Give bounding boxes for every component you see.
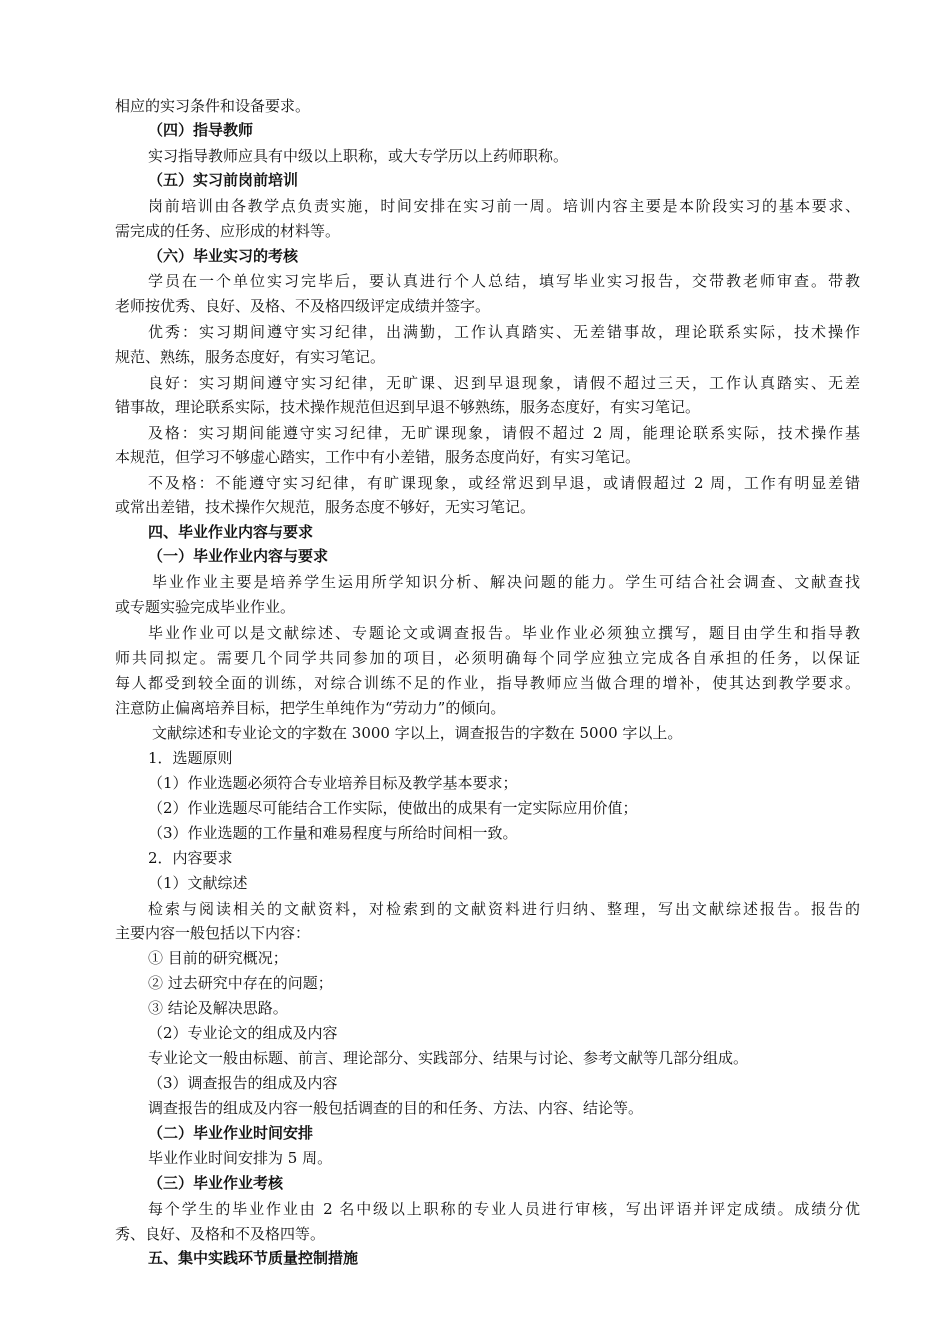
section-heading: （四）指导教师 [148,121,254,139]
paragraph-line: 需完成的任务、应形成的材料等。 [115,222,341,240]
paragraph-line: 实习指导教师应具有中级以上职称，或大专学历以上药师职称。 [148,147,569,165]
paragraph-line: 错事故，理论联系实际，技术操作规范但迟到早退不够熟练，服务态度好，有实习笔记。 [115,398,701,416]
paragraph-line: 秀、良好、及格和不及格四等。 [115,1225,326,1243]
paragraph-line: 老师按优秀、良好、及格、不及格四级评定成绩并签字。 [115,297,491,315]
paragraph-line: 不及格：不能遵守实习纪律，有旷课现象，或经常迟到早退，或请假超过 2 周，工作有明显差错 [148,474,860,492]
paragraph-line: （2）作业选题尽可能结合工作实际，使做出的成果有一定实际应用价值； [148,799,638,817]
paragraph-line: ② 过去研究中存在的问题； [148,974,333,992]
paragraph-line: 本规范，但学习不够虚心踏实，工作中有小差错，服务态度尚好，有实习笔记。 [115,448,641,466]
paragraph-line: 毕业作业时间安排为 5 周。 [148,1149,333,1167]
paragraph-line: （3）作业选题的工作量和难易程度与所给时间相一致。 [148,824,518,842]
paragraph-line: 调查报告的组成及内容一般包括调查的目的和任务、方法、内容、结论等。 [148,1099,644,1117]
paragraph-line: （2）专业论文的组成及内容 [148,1024,338,1042]
paragraph-line: 或专题实验完成毕业作业。 [115,598,296,616]
section-heading: （一）毕业作业内容与要求 [148,547,329,565]
paragraph-line: 学员在一个单位实习完毕后，要认真进行个人总结，填写毕业实习报告，交带教老师审查。带教 [148,272,860,290]
paragraph-line: 师共同拟定。需要几个同学共同参加的项目，必须明确每个同学应独立完成各自承担的任务，以保证 [115,649,860,667]
paragraph-line: 1．选题原则 [148,749,233,767]
paragraph-line: 岗前培训由各教学点负责实施，时间安排在实习前一周。培训内容主要是本阶段实习的基本要求、 [148,197,860,215]
paragraph-line: ① 目前的研究概况； [148,949,288,967]
paragraph-line: 良好：实习期间遵守实习纪律，无旷课、迟到早退现象，请假不超过三天，工作认真踏实、无差 [148,374,860,392]
section-heading: 五、集中实践环节质量控制措施 [148,1249,359,1267]
paragraph-line: 每人都受到较全面的训练，对综合训练不足的作业，指导教师应当做合理的增补，使其达到教学要求。 [115,674,860,692]
paragraph-line: 规范、熟练，服务态度好，有实习笔记。 [115,348,386,366]
paragraph-line: 专业论文一般由标题、前言、理论部分、实践部分、结果与讨论、参考文献等几部分组成。 [148,1049,749,1067]
section-heading: （六）毕业实习的考核 [148,247,299,265]
paragraph-line: （1）文献综述 [148,874,248,892]
paragraph-line: 文献综述和专业论文的字数在 3000 字以上，调查报告的字数在 5000 字以上。 [152,724,683,742]
paragraph-line: ③ 结论及解决思路。 [148,999,288,1017]
paragraph-line: 优秀：实习期间遵守实习纪律，出满勤，工作认真踏实、无差错事故，理论联系实际，技术操作 [148,323,860,341]
paragraph-line: （1）作业选题必须符合专业培养目标及教学基本要求； [148,774,518,792]
paragraph-line: 及格：实习期间能遵守实习纪律，无旷课现象，请假不超过 2 周，能理论联系实际，技术操作基 [148,424,860,442]
paragraph-line: 毕业作业可以是文献综述、专题论文或调查报告。毕业作业必须独立撰写，题目由学生和指导教 [148,624,860,642]
paragraph-line: 注意防止偏离培养目标，把学生单纯作为“劳动力”的倾向。 [115,699,506,717]
paragraph-line: 相应的实习条件和设备要求。 [115,97,311,115]
paragraph-line: 毕业作业主要是培养学生运用所学知识分析、解决问题的能力。学生可结合社会调查、文献查找 [152,573,860,591]
paragraph-line: 主要内容一般包括以下内容： [115,924,311,942]
paragraph-line: 2．内容要求 [148,849,233,867]
section-heading: （二）毕业作业时间安排 [148,1124,314,1142]
paragraph-line: 每个学生的毕业作业由 2 名中级以上职称的专业人员进行审核，写出评语并评定成绩。成绩分优 [148,1200,860,1218]
paragraph-line: 或常出差错，技术操作欠规范，服务态度不够好，无实习笔记。 [115,498,536,516]
section-heading: （三）毕业作业考核 [148,1174,284,1192]
paragraph-line: （3）调查报告的组成及内容 [148,1074,338,1092]
section-heading: （五）实习前岗前培训 [148,171,299,189]
paragraph-line: 检索与阅读相关的文献资料，对检索到的文献资料进行归纳、整理，写出文献综述报告。报告的 [148,900,860,918]
section-heading: 四、毕业作业内容与要求 [148,523,314,541]
